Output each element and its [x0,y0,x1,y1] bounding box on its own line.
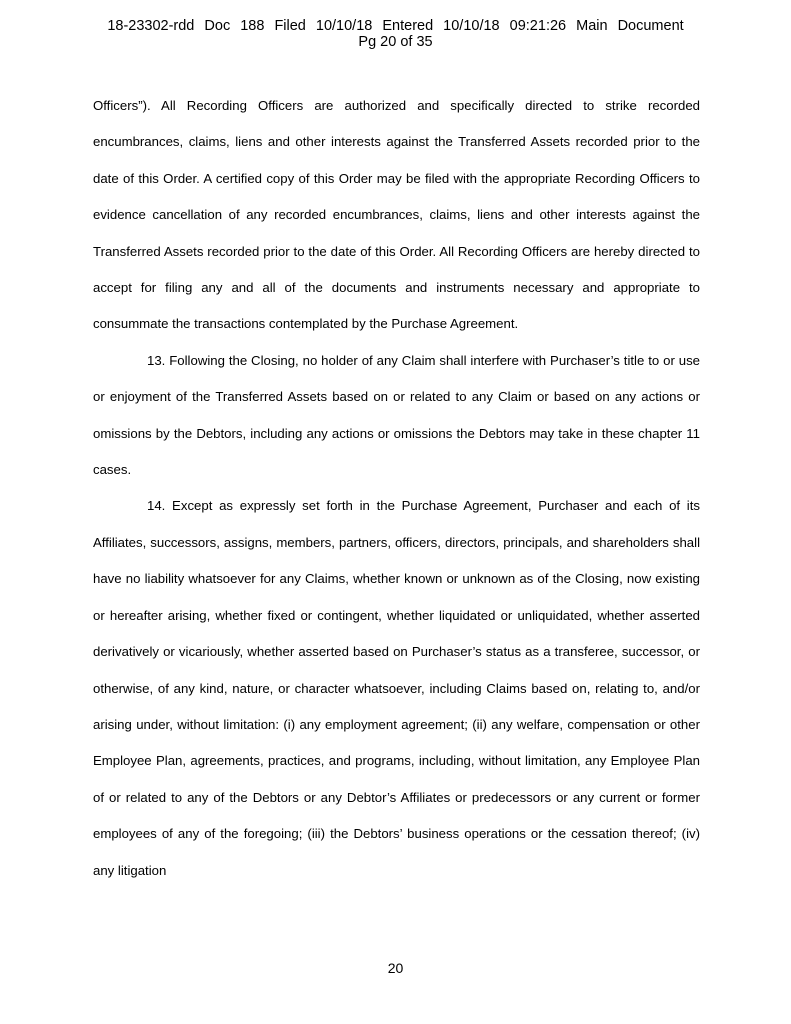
page-of-total: Pg 20 of 35 [358,34,433,50]
paragraph-13: 13. Following the Closing, no holder of any Claim shall interfere with Purchaser’s title to or use or enjoyment of the Transferred Assets based on or related to any Claim or based on any actions or omissions by the Debtors, including any actions or omissions the Debtors may take in these chapter 11 cases. [93,352,700,478]
paragraph-14: 14. Except as expressly set forth in the Purchase Agreement, Purchaser and each of its Affiliates, successors, assigns, members, partners, officers, directors, principals, and shareholders shall have no liability whatsoever for any Claims, whether known or unknown as of the Closing, now existing or hereafter arising, whether fixed or contingent, whether liquidated or unliquidated, whether asserted derivatively or vicariously, whether asserted based on Purchaser’s status as a transferee, successor, or otherwise, of any kind, nature, or character whatsoever, including Claims based on, relating to, and/or arising under, without limitation: (i) any employment agreement; (ii) any welfare, compensation or other Employee Plan, agreements, practices, and programs, including, without limitation, any Employee Plan of or related to any of the Debtors or any Debtor’s Affiliates or predecessors or any current or former employees of any of the foregoing; (iii) the Debtors’ business operations or the cessation thereof; (iv) any litigation [93,498,700,878]
paragraph-recording-officers: Officers”). All Recording Officers are authorized and specifically directed to strike recorded encumbrances, claims, liens and other interests against the Transferred Assets recorded prior to the date of this Order. A certified copy of this Order may be filed with the appropriate Recording Officers to evidence cancellation of any recorded encumbrances, claims, liens and other interests against the Transferred Assets recorded prior to the date of this Order. All Recording Officers are hereby directed to accept for filing any and all of the documents and instruments necessary and appropriate to consummate the transactions contemplated by the Purchase Agreement. [93,98,700,332]
document-body [93,88,700,889]
page-number: 20 [387,960,404,976]
court-filing-header [0,18,791,50]
filing-info-line: 18-23302-rdd Doc 188 Filed 10/10/18 Entered 10/10/18 09:21:26 Main Document [107,18,684,34]
